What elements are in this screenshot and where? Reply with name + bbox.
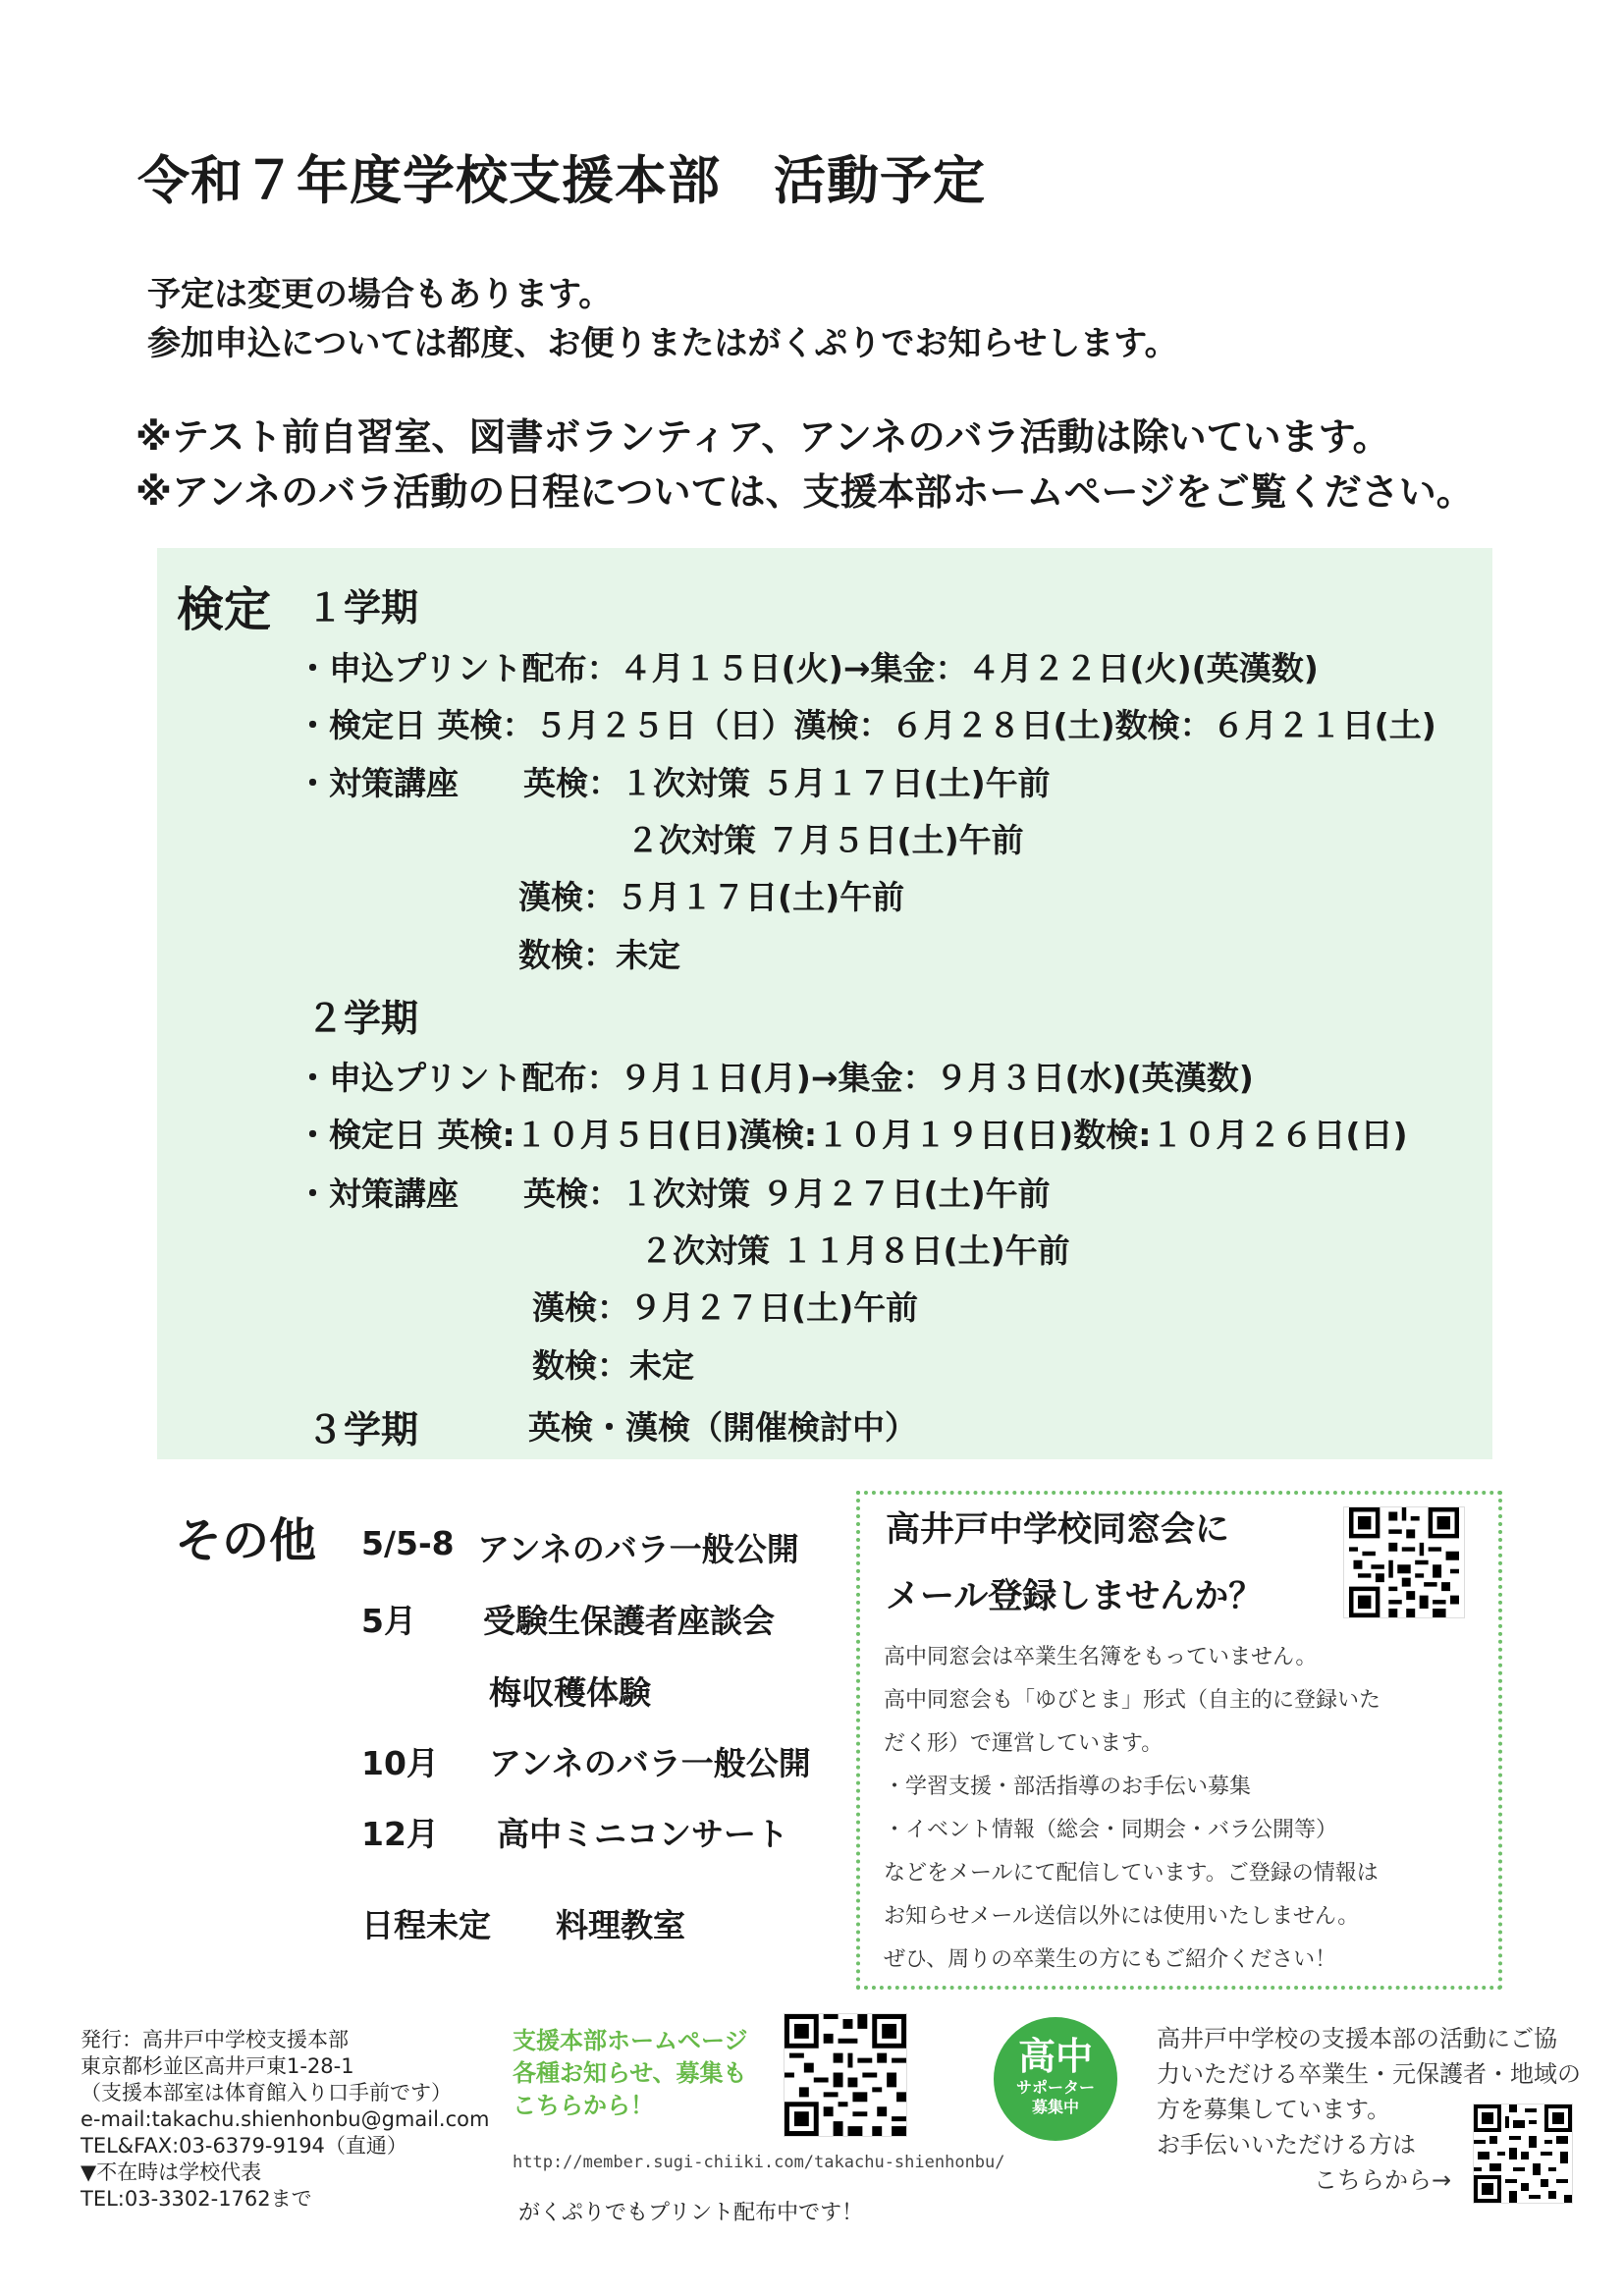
recruit-qr-code[interactable] xyxy=(1473,2104,1573,2204)
other-date: 12月 xyxy=(361,1815,439,1853)
publisher-email[interactable]: e-mail:takachu.shienhonbu@gmail.com xyxy=(81,2107,490,2131)
term1-line: ・申込プリント配布：４月１５日(火)→集金：４月２２日(火)(英漢数) xyxy=(297,649,1319,687)
other-event: アンネのバラ一般公開 xyxy=(489,1744,811,1782)
alumni-body-line: 高中同窓会は卒業生名簿をもっていません。 xyxy=(884,1645,1318,1669)
alumni-title-1: 高井戸中学校同窓会に xyxy=(886,1510,1230,1550)
homepage-line: 支援本部ホームページ xyxy=(513,2027,748,2054)
alumni-body-line: ・イベント情報（総会・同期会・バラ公開等） xyxy=(884,1818,1338,1842)
term1-line: 数検：未定 xyxy=(518,936,680,974)
publisher-line: 東京都杉並区高井戸東1-28-1 xyxy=(81,2054,354,2078)
alumni-body-line: お知らせメール送信以外には使用いたしません。 xyxy=(884,1904,1360,1929)
kentei-heading: 検定 xyxy=(177,582,272,637)
badge-line-1: サポーター xyxy=(1015,2078,1095,2097)
other-date: 5/5-8 xyxy=(361,1524,455,1562)
recruit-line: お手伝いいただける方は xyxy=(1157,2131,1416,2159)
term2-label: ２学期 xyxy=(306,997,419,1040)
qr-code-icon xyxy=(785,2014,906,2136)
publisher-info xyxy=(81,2027,489,2213)
publisher-line: 発行：高井戸中学校支援本部 xyxy=(81,2028,349,2051)
recruit-line: 高井戸中学校の支援本部の活動にご協 xyxy=(1157,2025,1557,2052)
other-event: 料理教室 xyxy=(556,1906,685,1944)
gakupuri-note: がくぷりでもプリント配布中です！ xyxy=(518,2201,864,2225)
homepage-qr-code[interactable] xyxy=(784,2013,907,2137)
other-date: 10月 xyxy=(361,1744,439,1782)
alumni-title-2: メール登録しませんか？ xyxy=(886,1577,1264,1616)
term2-line: 数検：未定 xyxy=(532,1346,694,1385)
recruit-line: 方を募集しています。 xyxy=(1157,2096,1391,2123)
term1-line: ・検定日 英検：５月２５日（日）漢検：６月２８日(土)数検：６月２１日(土) xyxy=(297,706,1436,744)
other-event: 高中ミニコンサート xyxy=(497,1815,788,1853)
page-title: 令和７年度学校支援本部 活動予定 xyxy=(137,151,986,211)
note-line-2: ※アンネのバラ活動の日程については、支援本部ホームページをご覧ください。 xyxy=(135,470,1474,514)
alumni-body-line: などをメールにて配信しています。ご登録の情報は xyxy=(884,1861,1379,1886)
term1-line: 漢検：５月１７日(土)午前 xyxy=(518,878,905,916)
recruit-line: こちらから→ xyxy=(1314,2166,1452,2194)
term2-line: ・申込プリント配布：９月１日(月)→集金：９月３日(水)(英漢数) xyxy=(297,1059,1254,1097)
term2-line: 漢検：９月２７日(土)午前 xyxy=(532,1288,919,1327)
term3-text: 英検・漢検（開催検討中） xyxy=(528,1408,917,1447)
recruit-line: 力いただける卒業生・元保護者・地域の xyxy=(1157,2060,1581,2088)
publisher-line: ▼不在時は学校代表 xyxy=(81,2160,262,2184)
badge-title: 高中 xyxy=(1017,2035,1093,2078)
homepage-text xyxy=(513,2025,748,2122)
supporter-badge xyxy=(994,2017,1117,2141)
other-heading: その他 xyxy=(175,1513,317,1568)
alumni-qr-code[interactable] xyxy=(1343,1506,1465,1618)
term1-line: ・対策講座 英検：１次対策 ５月１７日(土)午前 xyxy=(297,764,1051,802)
other-event: 受験生保護者座談会 xyxy=(483,1602,775,1640)
badge-line-2: 募集中 xyxy=(1031,2098,1079,2116)
publisher-line: TEL:03-3302-1762まで xyxy=(81,2187,312,2211)
qr-code-icon xyxy=(1474,2105,1572,2203)
intro-line-2: 参加申込については都度、お便りまたはがくぷりでお知らせします。 xyxy=(147,324,1178,363)
note-line-1: ※テスト前自習室、図書ボランティア、アンネのバラ活動は除いています。 xyxy=(135,415,1390,459)
term3-label: ３学期 xyxy=(306,1408,419,1451)
intro-line-1: 予定は変更の場合もあります。 xyxy=(147,275,613,314)
term1-line: ２次対策 ７月５日(土)午前 xyxy=(626,821,1024,859)
homepage-line: 各種お知らせ、募集も xyxy=(513,2059,747,2087)
alumni-body-line: 高中同窓会も「ゆびとま」形式（自主的に登録いた xyxy=(884,1688,1381,1713)
publisher-line: （支援本部室は体育館入り口手前です） xyxy=(81,2081,452,2105)
term2-line: ・検定日 英検:１０月５日(日)漢検:１０月１９日(日)数検:１０月２６日(日) xyxy=(297,1116,1408,1154)
qr-code-icon xyxy=(1344,1507,1464,1617)
alumni-body-line: ・学習支援・部活指導のお手伝い募集 xyxy=(884,1775,1252,1799)
publisher-line: TEL&FAX:03-6379-9194（直通） xyxy=(81,2134,407,2158)
other-date: 日程未定 xyxy=(361,1906,491,1944)
homepage-url[interactable]: http://member.sugi-chiiki.com/takachu-shienhonbu/ xyxy=(513,2153,1005,2172)
term1-label: １学期 xyxy=(306,586,419,629)
alumni-body-line: ぜひ、周りの卒業生の方にもご紹介ください！ xyxy=(884,1947,1337,1972)
other-event: 梅収穫体験 xyxy=(489,1673,651,1712)
alumni-body-line: だく形）で運営しています。 xyxy=(884,1731,1164,1756)
term2-line: ２次対策 １１月８日(土)午前 xyxy=(640,1231,1070,1270)
other-event: アンネのバラ一般公開 xyxy=(477,1530,799,1568)
alumni-body xyxy=(884,1636,1473,1982)
term2-line: ・対策講座 英検：１次対策 ９月２７日(土)午前 xyxy=(297,1175,1051,1213)
homepage-line: こちらから！ xyxy=(513,2092,654,2119)
other-date: 5月 xyxy=(361,1602,416,1640)
